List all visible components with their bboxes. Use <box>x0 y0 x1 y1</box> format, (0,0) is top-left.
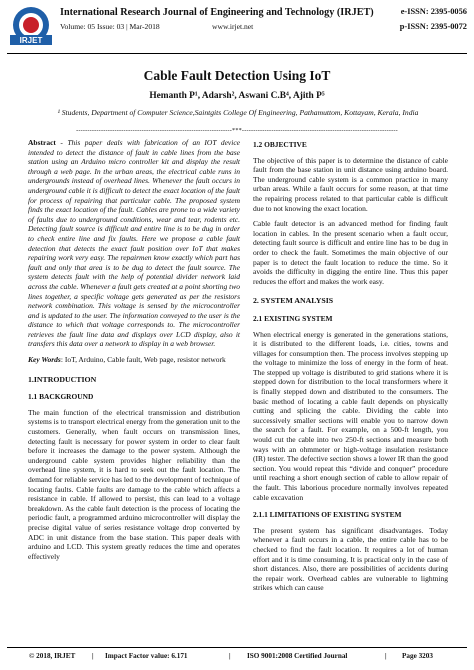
objective-paragraph-1: The objective of this paper is to determine the distance of cable fault from the base station in unit distance using arduino board. The underground cable system is a common practice in many urban areas. While a fault occurs for some reason, at that time the repairing process related to that particular cable is difficult due to not knowing the exact location. <box>253 155 448 213</box>
header-rule <box>7 53 467 54</box>
footer-rule <box>7 647 467 648</box>
intro-heading: 1.INTRODUCTION <box>28 374 97 384</box>
logo-text: IRJET <box>19 36 43 45</box>
paper-title: Cable Fault Detection Using IoT <box>143 68 331 83</box>
existing-system-heading: 2.1 EXISTING SYSTEM <box>253 313 333 323</box>
objective-paragraph-2: Cable fault detector is an advanced method for finding fault location in cables. In the present scenario when a fault occur, detecting fault source is difficult and entire line has to be dug in order to check the fault. Sometimes the main objective of our paper is to detect the fault location to reduce the time. So it avoids the difficulty in digging the entire line. Thus this paper reduces the effort and makes the work easy. <box>253 219 448 286</box>
abstract-label: Abstract <box>28 138 56 147</box>
author-affiliation: ¹ Students, Department of Computer Science,Saintgits College Of Engineering, Pathamuttom, Kottayam, Kerala, India <box>57 108 419 117</box>
footer-iso: ISO 9001:2008 Certified Journal <box>247 652 348 660</box>
footer-separator-3: | <box>385 652 387 660</box>
journal-name: International Research Journal of Engineering and Technology (IRJET) <box>60 7 374 18</box>
limitations-heading: 2.1.1 LIMITATIONS OF EXISTING SYSTEM <box>253 510 402 520</box>
paper-authors: Hemanth P¹, Adarsh², Aswani C.B⁴, Ajith P⁵ <box>149 91 325 101</box>
background-heading: 1.1 BACKGROUND <box>28 392 94 402</box>
system-analysis-heading: 2. SYSTEM ANALYSIS <box>253 296 334 306</box>
abstract <box>28 138 240 349</box>
background-text: The main function of the electrical transmission and distribution systems is to transport electrical energy from the generation unit to the customers. Generally, when fault occurs on transmission lines, detecting fault is necessary for power system in order to clear fault before it increases the damage to the power system. Although the underground cable system provides higher reliability than the overhead line system, it is hard to seek out the fault location. The demand for reliable service has led to the development of technique of locating faults. Cable faults are damage to the cable which affects a resistance in cable. If allowed to persist, this can lead to a voltage breakdown. As the cable fault detection is the process of locating the periodic fault, a programmed arduino microcontroller will display the precise digital value of series resistance voltage drop converted by ADC in unit distance from the base station. This paper deals with arduino and LCD. This system greatly reduces the time and operates effectively <box>28 407 240 561</box>
section-separator: ---------------------------------------------------------------------***--------------------------------------------------------------------- <box>76 127 398 134</box>
left-column <box>28 138 240 567</box>
journal-header <box>7 5 467 53</box>
footer-page-number: Page 3203 <box>402 652 433 660</box>
footer-separator-1: | <box>92 652 94 660</box>
keywords-label: Key Words <box>28 355 61 365</box>
footer-separator-2: | <box>229 652 231 660</box>
keywords <box>28 355 240 365</box>
irjet-logo <box>7 5 55 47</box>
right-column <box>253 138 448 599</box>
footer-impact-factor: Impact Factor value: 6.171 <box>105 652 188 660</box>
abstract-text: - This paper deals with fabrication of an IOT device intended to detect the distance of fault in cable lines from the base station using an Arduino micro controller kit and display the result through a web page. In the urban areas, the electrical cable runs in undergrounds instead of overhead lines. Whenever the fault occurs in underground cable it is difficult to detect the exact location of the fault for process of repairing that particular cable. The proposed system finds the exact location of the fault. Cables are prone to a wide variety of faults due to underground conditions, wear and tear, rodents etc. Detecting fault source is difficult and entire line is to be dug in order to check entire line and fix faults. Here we propose a cable fault detection that detects the exact fault position over IoT that makes repairing work very easy. The repairmen know exactly which part has fault and only that area is to be dug to detect the fault source. The system detects fault with the help of potential divider network laid across the cable. Whenever a fault gets created at a point shorting two lines together, a specific voltage gets generated as per the resistors network combination. This voltage is sensed by the microcontroller and is updated to the user. The information conveyed to the user is the distance to which that voltage corresponds to. The microcontroller retrieves the fault line data and displays over LCD display, also it transfers this data over a network to display in a web browser. <box>28 138 240 349</box>
limitations-text: The present system has significant disadvantages. Today whenever a fault occurs in a cable, the entire cable has to be checked to find the fault location. It requires a lot of human effort and it is time consuming. It is practical only in the case of short distances. Also, there are possibilities of accidents during the repair work. Overhead cables are vulnerable to lightning strikes which can cause <box>253 525 448 593</box>
volume-issue: Volume: 05 Issue: 03 | Mar-2018 <box>60 22 160 31</box>
keywords-text: : IoT, Arduino, Cable fault, Web page, resistor network <box>60 355 226 365</box>
pissn: p-ISSN: 2395-0072 <box>399 22 467 31</box>
existing-system-text: When electrical energy is generated in the generations stations, it is distributed to the different loads, i.e. cities, towns and villages for consumption then. The process involves stepping up the voltage to minimize the loss of energy in the form of heat. The stepped up voltage is distributed to grid stations where it is stepped down for distribution to the local transformers where it is finally stepped down and distributed to the consumers. The basic method of locating a cable fault depends on physically cutting and splicing the cable. Dividing the cable into successively smaller sections will enable you to narrow down the search for a fault. For example, on a 500-ft length, you would cut the cable into two 250-ft sections and measure both ways with an ohmmeter or high-voltage insulation resistance (IR) tester. The defective section shows a lower IR than the good section. You would repeat this “divide and conquer” procedure until reaching a short enough section of cable to allow repair of the fault. This laborious procedure normally involves repeated cable excavation <box>253 329 448 502</box>
footer-copyright: © 2018, IRJET <box>29 652 76 660</box>
journal-website[interactable]: www.irjet.net <box>212 22 254 31</box>
objective-heading: 1.2 OBJECTIVE <box>253 140 307 149</box>
eissn: e-ISSN: 2395-0056 <box>400 7 467 16</box>
